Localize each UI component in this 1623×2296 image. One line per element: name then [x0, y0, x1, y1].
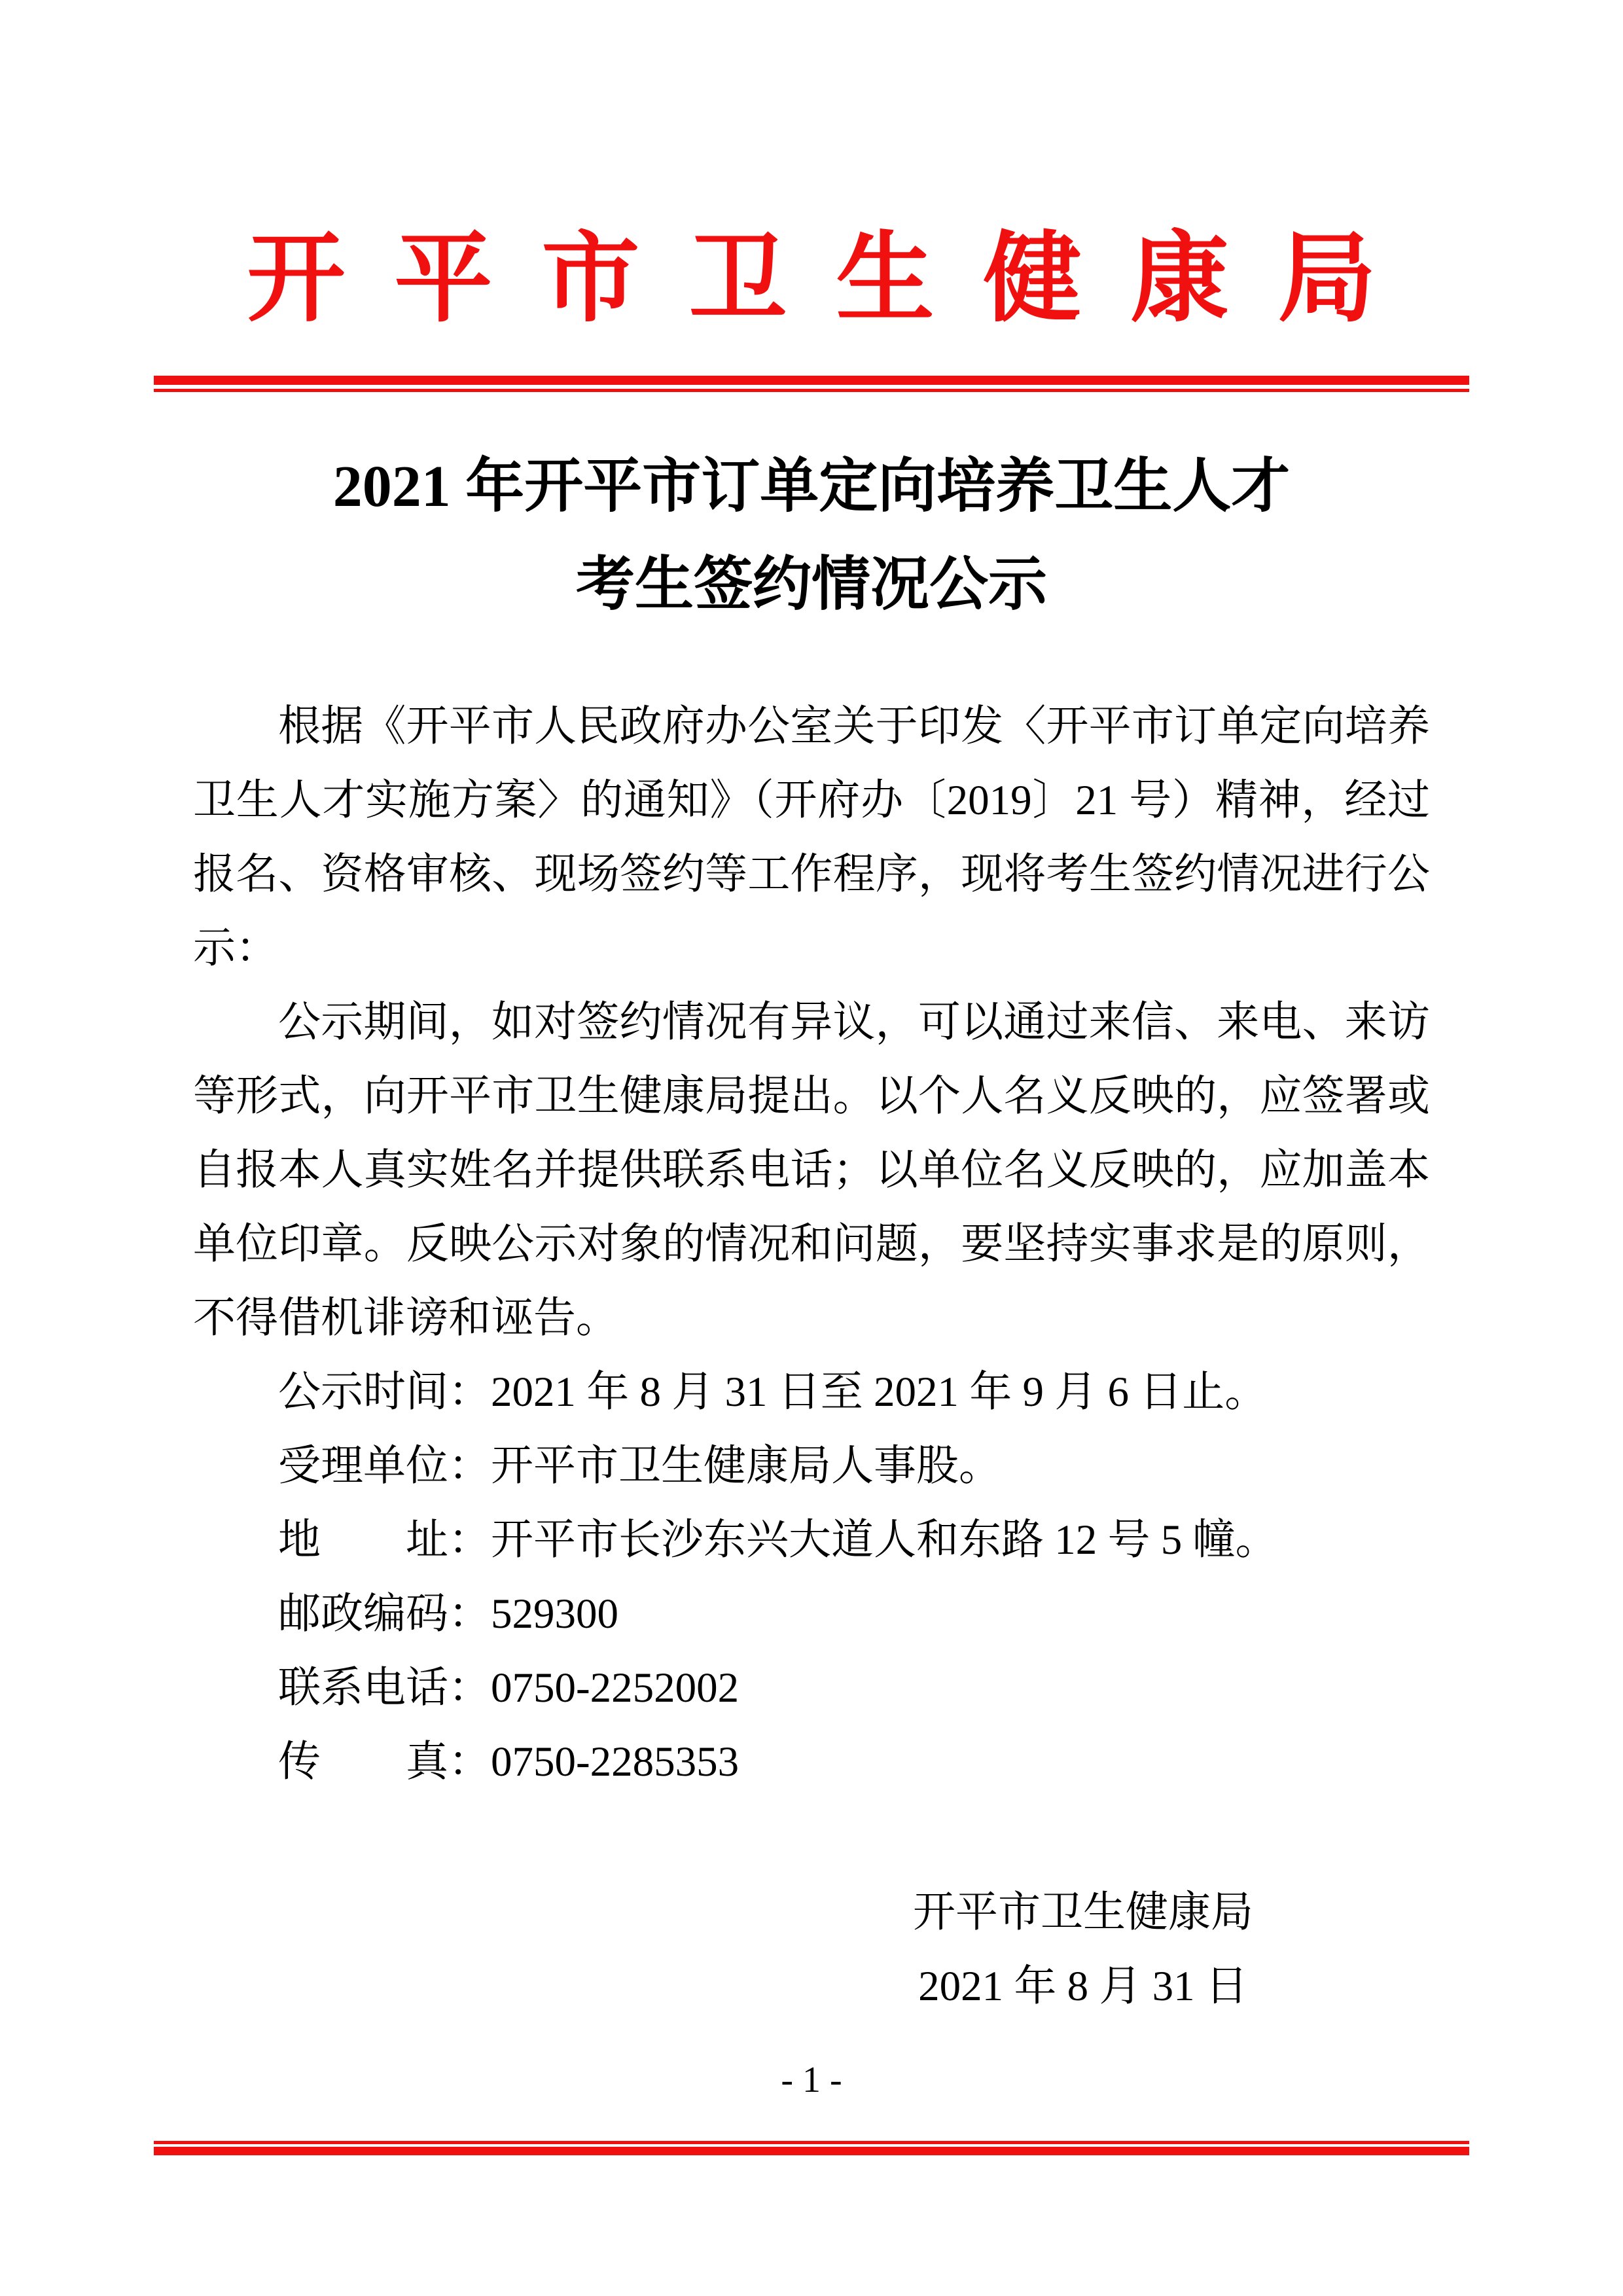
red-rule-thin	[154, 389, 1469, 392]
signature-org: 开平市卫生健康局	[912, 1889, 1253, 1936]
line-postal-code: 邮政编码：529300	[278, 1590, 619, 1638]
document-title	[0, 438, 1623, 634]
line-publicity-period: 公示时间：2021 年 8 月 31 日至 2021 年 9 月 6 日止。	[278, 1369, 1268, 1416]
red-separator-top	[154, 376, 1469, 392]
signature-block	[543, 1876, 1623, 2024]
signature-date: 2021 年 8 月 31 日	[918, 1963, 1248, 2010]
document-title-line2: 考生签约情况公示	[576, 552, 1047, 617]
page-number: - 1 -	[781, 2060, 842, 2100]
red-rule-thin	[154, 2141, 1469, 2144]
paragraph-basis: 根据《开平市人民政府办公室关于印发〈开平市订单定向培养卫生人才实施方案〉的通知》（开府办〔2019〕21 号）精神，经过报名、资格审核、现场签约等工作程序，现将考生签约情况进行公示：	[193, 703, 1430, 972]
red-separator-bottom	[154, 2141, 1469, 2155]
red-rule-thick	[154, 376, 1469, 385]
org-name-header	[0, 0, 1623, 334]
line-fax: 传 真：0750-2285353	[278, 1738, 740, 1785]
paragraph-objection: 公示期间，如对签约情况有异议，可以通过来信、来电、来访等形式，向开平市卫生健康局提出。以个人名义反映的，应签署或自报本人真实姓名并提供联系电话；以单位名义反映的，应加盖本单位印章。反映公示对象的情况和问题，要坚持实事求是的原则，不得借机诽谤和诬告。	[193, 999, 1430, 1342]
document-title-line1: 2021 年开平市订单定向培养卫生人才	[332, 454, 1291, 519]
line-accepting-unit: 受理单位：开平市卫生健康局人事股。	[278, 1443, 1002, 1490]
document-body	[193, 690, 1430, 1799]
line-address: 地 址：开平市长沙东兴大道人和东路 12 号 5 幢。	[278, 1516, 1278, 1564]
org-name-text: 开平市卫生健康局	[247, 225, 1425, 334]
red-rule-thick	[154, 2147, 1469, 2155]
line-phone: 联系电话：0750-2252002	[278, 1664, 740, 1712]
